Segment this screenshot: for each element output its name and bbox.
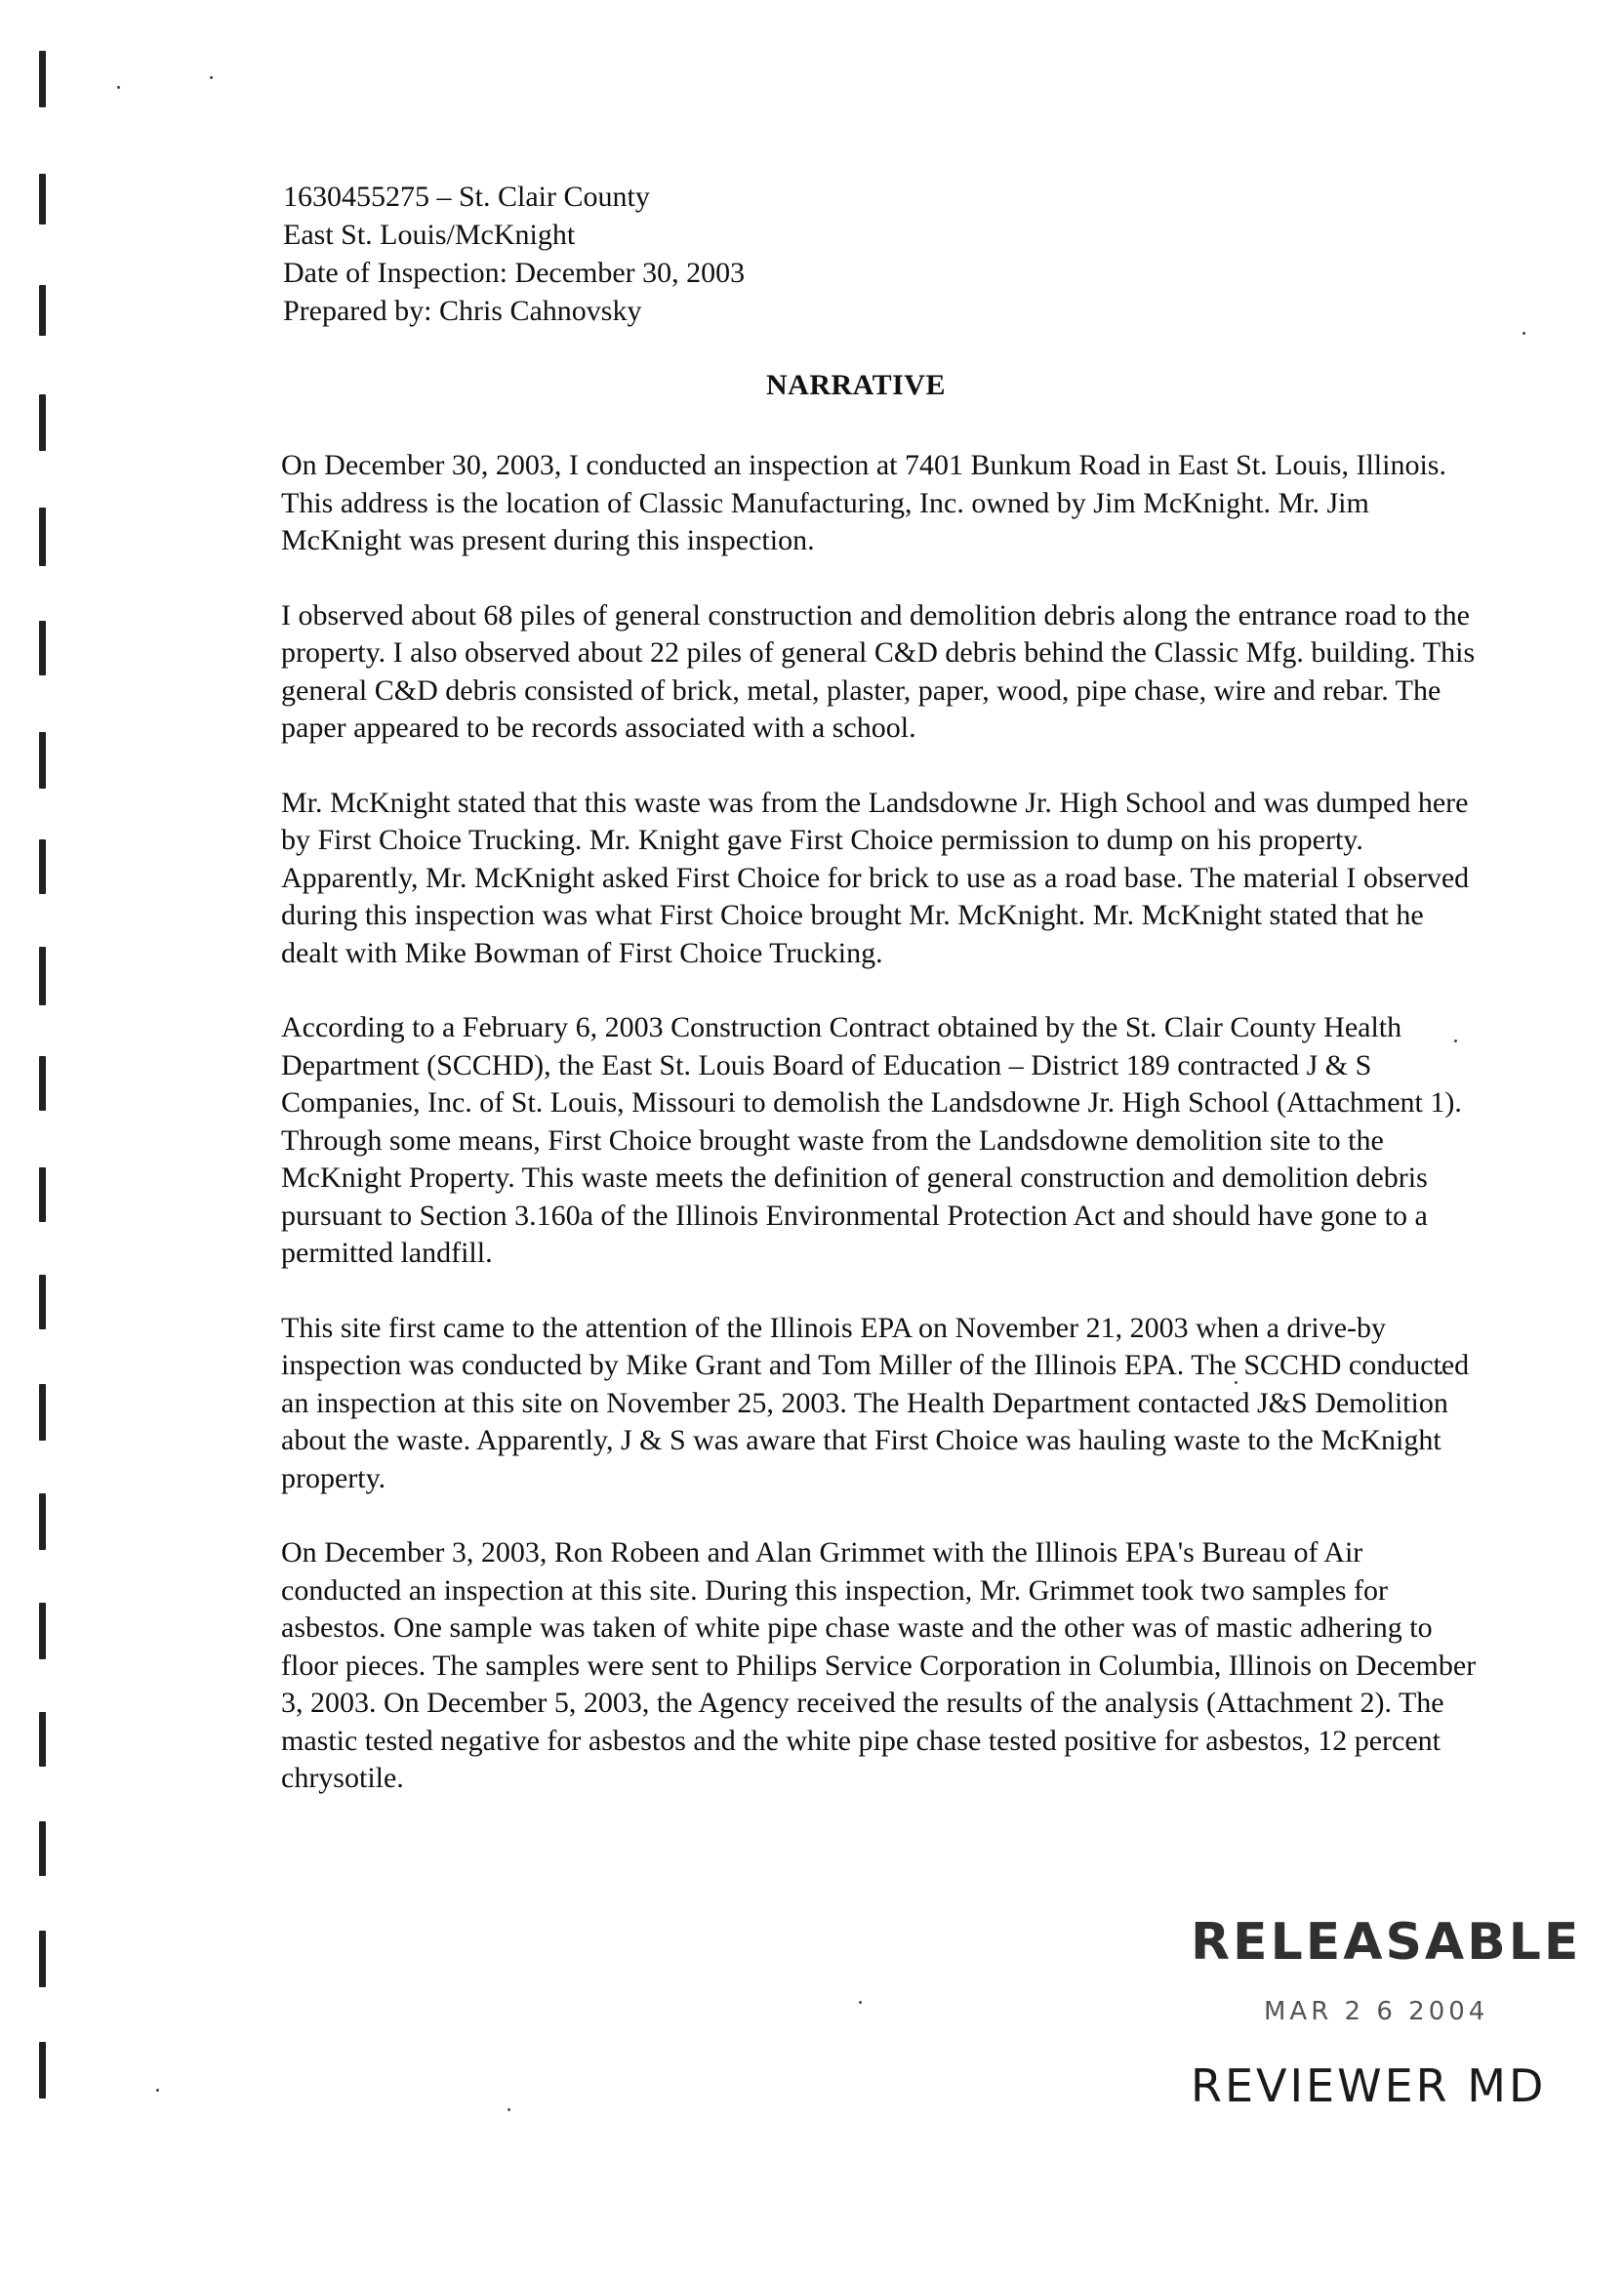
scan-speck	[117, 86, 120, 89]
page-title: NARRATIVE	[766, 369, 946, 401]
scan-speck	[210, 76, 213, 79]
prepared-by-line: Prepared by: Chris Cahnovsky	[283, 295, 642, 327]
reviewer-stamp: REVIEWER MD	[1191, 2059, 1547, 2112]
binder-mark	[39, 1167, 46, 1222]
binder-mark	[39, 1821, 46, 1876]
binder-mark	[39, 1384, 46, 1441]
binder-mark	[39, 1931, 46, 1987]
binder-mark	[39, 285, 46, 336]
binder-mark	[39, 394, 46, 451]
binder-mark	[39, 1712, 46, 1767]
binder-mark	[39, 51, 46, 107]
narrative-paragraph: This site first came to the attention of the Illinois EPA on November 21, 2003 when a drive-by inspection was conducted by Mike Grant and Tom Miller of the Illinois EPA. The SCCHD conducted an inspection at this site on November 25, 2003. The Health Department contacted J&S Demolition about the waste. Apparently, J & S was aware that First Choice was hauling waste to the McKnight property.	[281, 1311, 1470, 1494]
binder-mark	[39, 508, 46, 566]
scan-speck	[508, 2108, 510, 2111]
scan-speck	[1522, 332, 1525, 335]
binder-mark	[39, 1275, 46, 1329]
narrative-paragraph: According to a February 6, 2003 Construction Contract obtained by the St. Clair County Health Department (SCCHD), the East St. Louis Board of Education – District 189 contracted J & S Companies, Inc. of St. Louis, Missouri to demolish the Landsdowne Jr. High School (Attachment 1). Through some means, First Choice brought waste from the Landsdowne demolition site to the McKnight Property. This waste meets the definition of general construction and demolition debris pursuant to Section 3.160a of the Illinois Environmental Protection Act and should have gone to a permitted landfill.	[281, 1011, 1462, 1269]
binder-mark	[39, 1603, 46, 1659]
binder-mark	[39, 732, 46, 789]
site-name-line: East St. Louis/McKnight	[283, 219, 576, 251]
binder-mark	[39, 2042, 46, 2099]
binder-mark	[39, 839, 46, 894]
document-header	[283, 178, 745, 330]
narrative-paragraph: On December 30, 2003, I conducted an inspection at 7401 Bunkum Road in East St. Louis, Illinois. This address is the location of Classic Manufacturing, Inc. owned by Jim McKnight. Mr. Jim McKnight was present during this inspection.	[281, 449, 1446, 556]
scan-speck	[156, 2089, 159, 2092]
scan-speck	[859, 2001, 862, 2004]
releasable-stamp: RELEASABLE	[1191, 1913, 1582, 1972]
inspection-date-line: Date of Inspection: December 30, 2003	[283, 257, 746, 289]
narrative-paragraph: I observed about 68 piles of general construction and demolition debris along the entrance road to the property. I also observed about 22 piles of general C&D debris behind the Classic Mfg. building. This general C&D debris consisted of brick, metal, plaster, paper, wood, pipe chase, wire and rebar. The paper appeared to be records associated with a school.	[281, 598, 1476, 744]
binder-mark	[39, 621, 46, 675]
binder-mark	[39, 1493, 46, 1550]
binder-mark	[39, 947, 46, 1005]
narrative-paragraph: Mr. McKnight stated that this waste was from the Landsdowne Jr. High School and was dumped here by First Choice Trucking. Mr. Knight gave First Choice permission to dump on his property. Apparently, Mr. McKnight asked First Choice for brick to use as a road base. The material I observed during this inspection was what First Choice brought Mr. McKnight. Mr. McKnight stated that he dealt with Mike Bowman of First Choice Trucking.	[281, 786, 1470, 969]
narrative-paragraph: On December 3, 2003, Ron Robeen and Alan Grimmet with the Illinois EPA's Bureau of Air conducted an inspection at this site. During this inspection, Mr. Grimmet took two samples for asbestos. One sample was taken of white pipe chase waste and the other was of mastic adhering to floor pieces. The samples were sent to Philips Service Corporation in Columbia, Illinois on December 3, 2003. On December 5, 2003, the Agency received the results of the analysis (Attachment 2). The mastic tested negative for asbestos and the white pipe chase tested positive for asbestos, 12 percent chrysotile.	[281, 1536, 1477, 1794]
narrative-body	[281, 447, 1482, 1835]
case-number-line: 1630455275 – St. Clair County	[283, 181, 650, 213]
stamp-date: MAR 2 6 2004	[1264, 1997, 1489, 2026]
binder-mark	[39, 174, 46, 224]
binder-mark	[39, 1056, 46, 1111]
